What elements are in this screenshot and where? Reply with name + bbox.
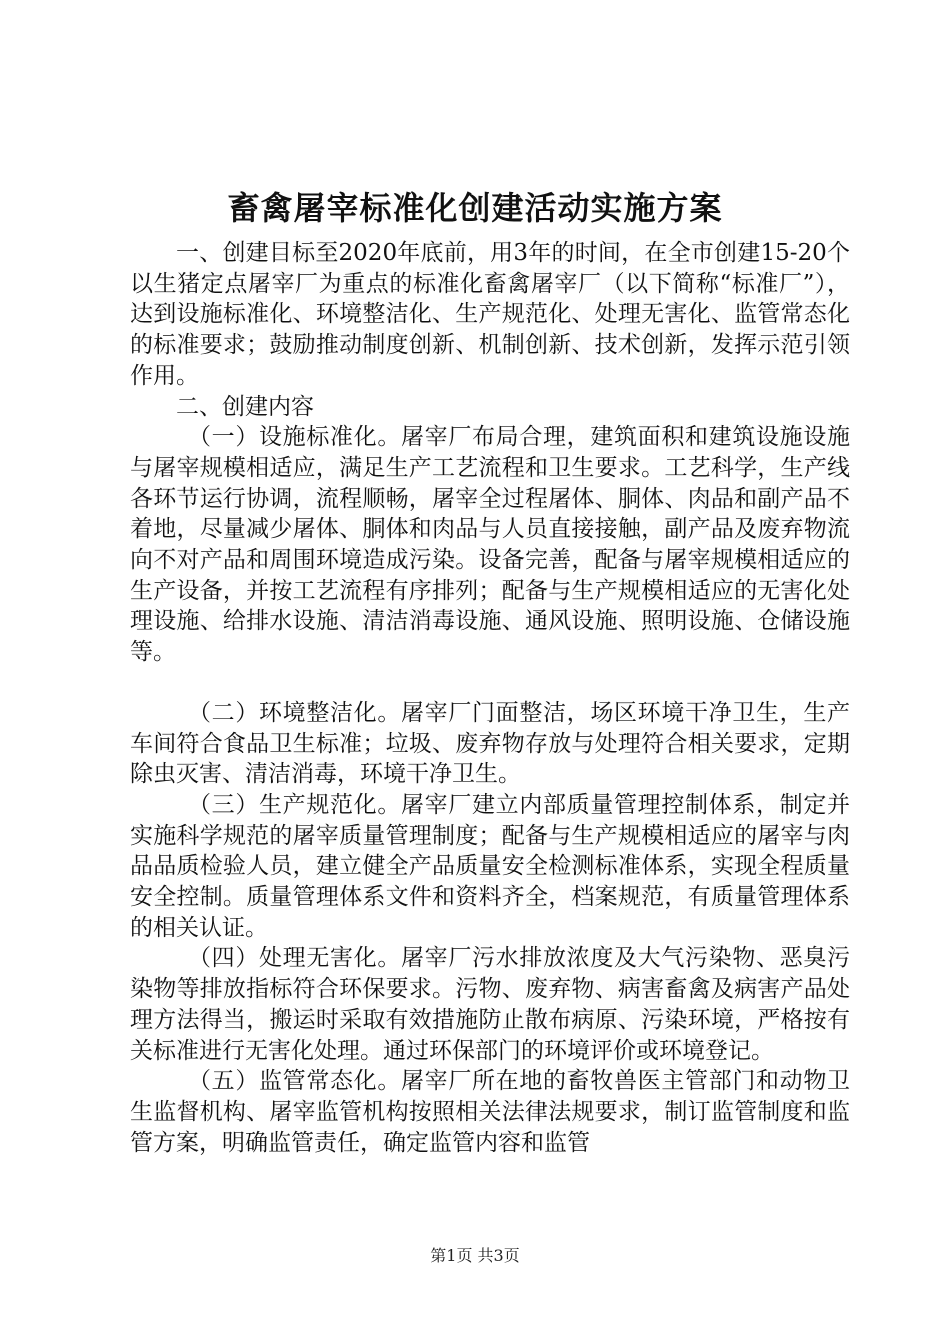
paragraph-content-heading: 二、创建内容 (176, 393, 314, 420)
page-number: 第1页 共3页 (430, 1246, 520, 1265)
document-title: 畜禽屠宰标准化创建活动实施方案 (227, 189, 723, 227)
paragraph-production: （三）生产规范化。屠宰厂建立内部质量管理控制体系，制定并实施科学规范的屠宰质量管理制度；配备与生产规模相适应的屠宰与肉品品质检验人员，建立健全产品质量安全检测标准体系，实现全程质量安全控制。质量管理体系文件和资料齐全，档案规范，有质量管理体系的相关认证。 (130, 791, 850, 941)
paragraph-goal: 一、创建目标至2020年底前，用3年的时间，在全市创建15-20个以生猪定点屠宰厂为重点的标准化畜禽屠宰厂（以下简称“标准厂”），达到设施标准化、环境整洁化、生产规范化、处理无害化、监管常态化的标准要求；鼓励推动制度创新、机制创新、技术创新，发挥示范引领作用。 (130, 240, 850, 389)
paragraph-treatment: （四）处理无害化。屠宰厂污水排放浓度及大气污染物、恶臭污染物等排放指标符合环保要求。污物、废弃物、病害畜禽及病害产品处理方法得当，搬运时采取有效措施防止散布病原、污染环境，严格按有关标准进行无害化处理。通过环保部门的环境评价或环境登记。 (130, 945, 850, 1064)
paragraph-environment: （二）环境整洁化。屠宰厂门面整洁，场区环境干净卫生，生产车间符合食品卫生标准；垃圾、废弃物存放与处理符合相关要求，定期除虫灭害、清洁消毒，环境干净卫生。 (130, 699, 850, 788)
document-body (130, 238, 850, 1158)
paragraph-facilities: （一）设施标准化。屠宰厂布局合理，建筑面积和建筑设施设施与屠宰规模相适应，满足生产工艺流程和卫生要求。工艺科学，生产线各环节运行协调，流程顺畅，屠宰全过程屠体、胴体、肉品和副产品不着地，尽量减少屠体、胴体和肉品与人员直接接触，副产品及废弃物流向不对产品和周围环境造成污染。设备完善，配备与屠宰规模相适应的生产设备，并按工艺流程有序排列；配备与生产规模相适应的无害化处理设施、给排水设施、清洁消毒设施、通风设施、照明设施、仓储设施等。 (130, 424, 850, 666)
paragraph-supervision: （五）监管常态化。屠宰厂所在地的畜牧兽医主管部门和动物卫生监督机构、屠宰监管机构按照相关法律法规要求，制订监管制度和监管方案，明确监管责任，确定监管内容和监管 (130, 1068, 850, 1156)
